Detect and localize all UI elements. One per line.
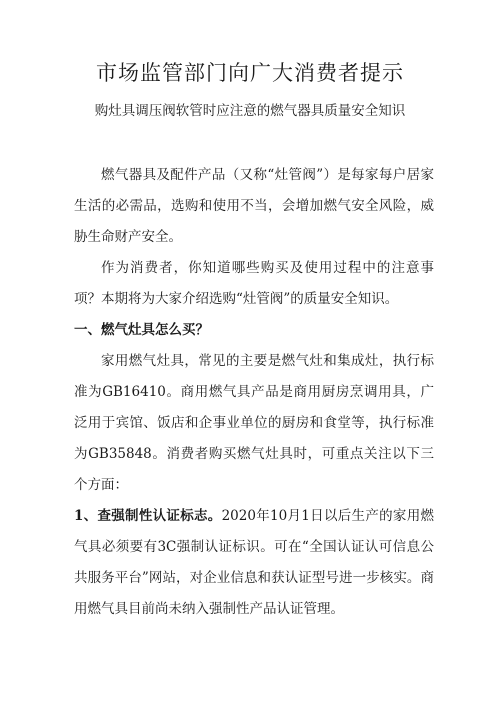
paragraph-notice: 作为消费者，你知道哪些购买及使用过程中的注意事项？本期将为大家介绍选购“灶管阀”的质量安全知识。 xyxy=(74,260,434,307)
paragraph-standards: 家用燃气灶具，常见的主要是燃气灶和集成灶，执行标准为GB16410。商用燃气具产品是商用厨房烹调用具，广泛用于宾馆、饭店和企事业单位的厨房和食堂等，执行标准为GB35848。消费者购买燃气灶具时，可重点关注以下三个方面： xyxy=(74,353,434,493)
list-item-text: 2020年10月1日以后生产的家用燃气具必须要有3C强制认证标识。可在“全国认证认可信息公共服务平台”网站，对企业信息和获认证型号进一步核实。商用燃气具目前尚未纳入强制性产品认证管理。 xyxy=(74,508,434,617)
document-body xyxy=(74,160,434,625)
section-heading: 一、燃气灶具怎么买？ xyxy=(74,322,209,338)
list-item-certification xyxy=(74,501,434,625)
page-subtitle: 购灶具调压阀软管时应注意的燃气器具质量安全知识 xyxy=(94,103,406,119)
page-title: 市场监管部门向广大消费者提示 xyxy=(96,61,404,85)
list-item-lead: 1、查强制性认证标志。 xyxy=(74,508,222,524)
paragraph-intro: 燃气器具及配件产品（又称“灶管阀”）是每家每户居家生活的必需品，选购和使用不当，会增加燃气安全风险，威胁生命财产安全。 xyxy=(74,167,434,245)
